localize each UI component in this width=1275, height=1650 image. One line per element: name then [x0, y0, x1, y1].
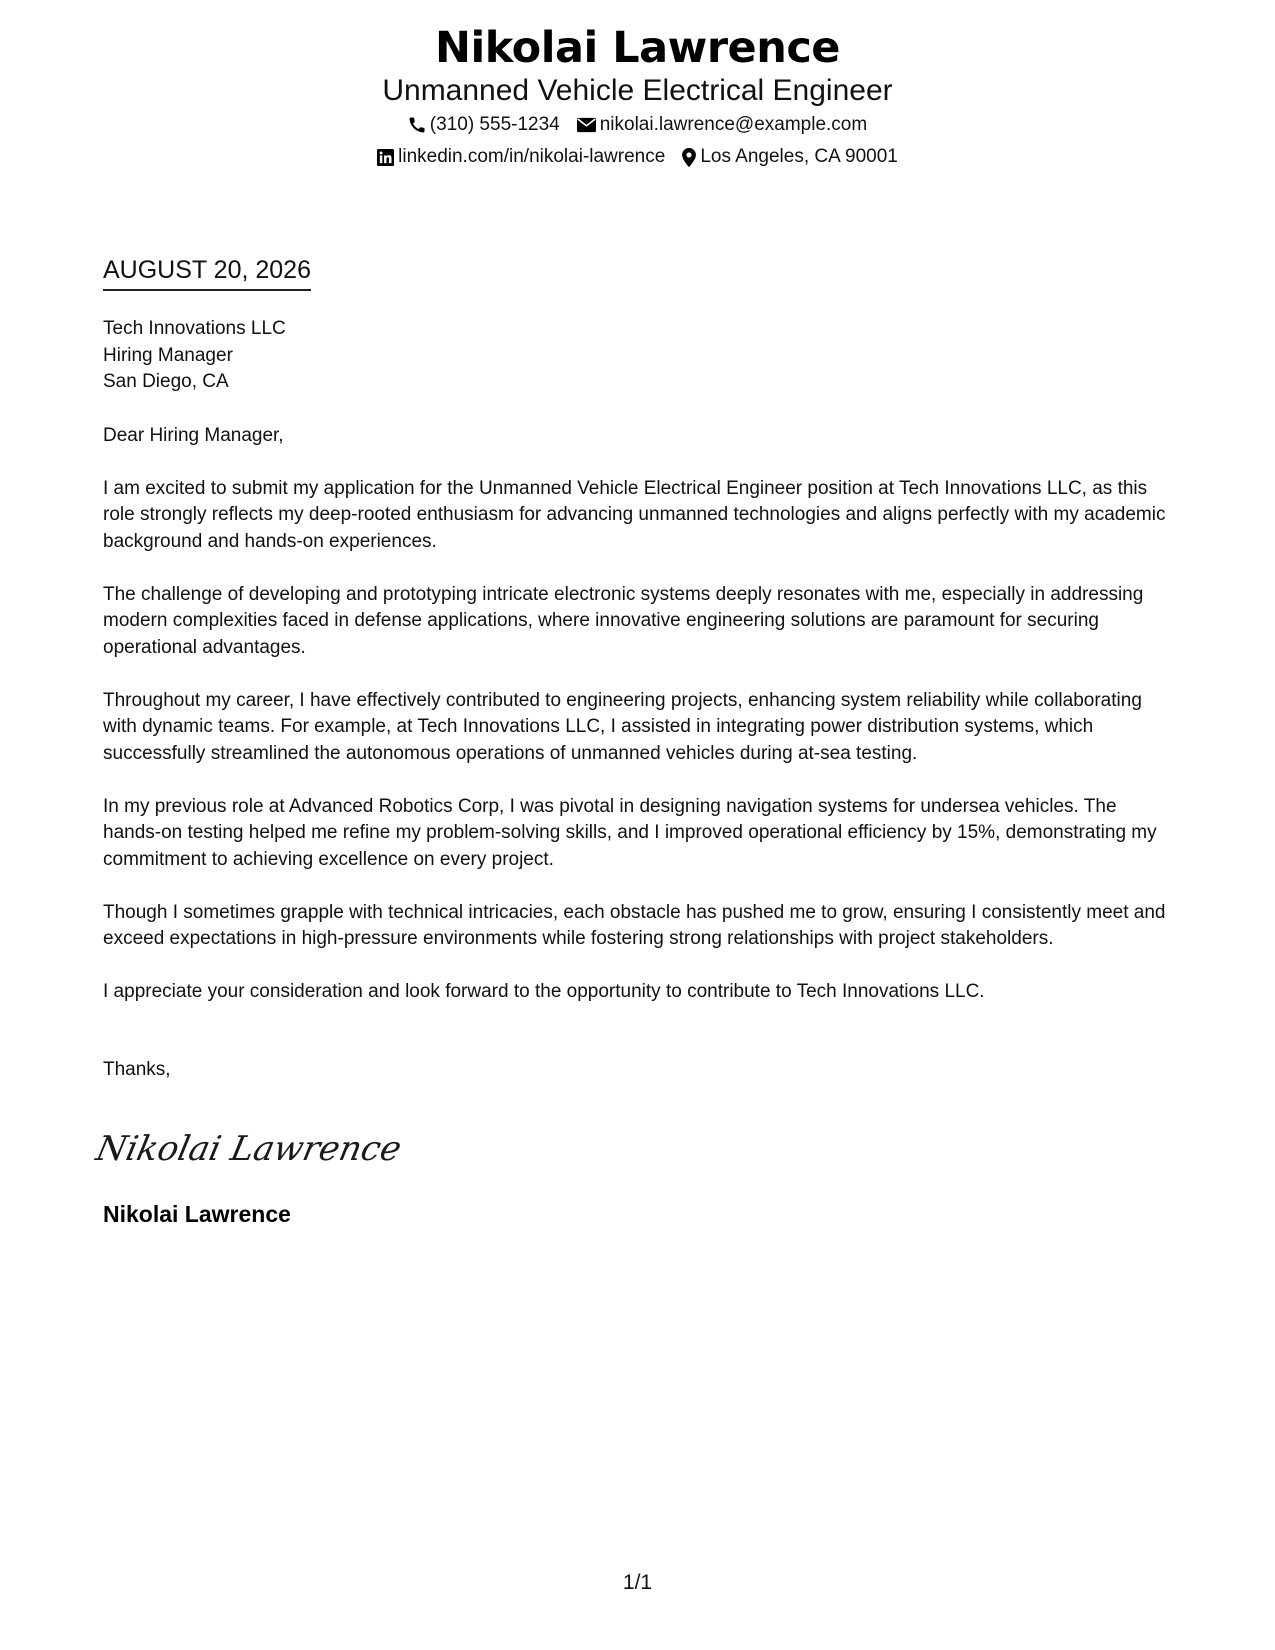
phone-icon — [408, 116, 426, 134]
applicant-name: Nikolai Lawrence — [435, 23, 840, 73]
signer-name: Nikolai Lawrence — [103, 1201, 291, 1227]
letter-header — [0, 22, 1275, 168]
recipient-contact: Hiring Manager — [103, 344, 233, 366]
map-pin-icon — [682, 148, 696, 167]
body-paragraph: In my previous role at Advanced Robotics Corp, I was pivotal in designing navigation systems for undersea vehicles. The hands-on testing helped me refine my problem-solving skills, and I improved operational efficiency by 15%, demonstrating my commitment to achieving excellence on every project. — [103, 795, 1157, 870]
body-paragraph: The challenge of developing and prototyping intricate electronic systems deeply resonates with me, especially in addressing modern complexities faced in defense applications, where innovative engineering solutions are paramount for securing operational advantages. — [103, 583, 1144, 658]
recipient-location: San Diego, CA — [103, 371, 229, 392]
letter-date: AUGUST 20, 2026 — [103, 255, 311, 291]
salutation: Dear Hiring Manager, — [103, 425, 284, 446]
page-number: 1/1 — [622, 1571, 653, 1594]
phone-contact — [408, 114, 560, 136]
letter-body — [103, 423, 1175, 1032]
phone-number: (310) 555-1234 — [429, 114, 560, 135]
linkedin-icon — [377, 149, 394, 166]
linkedin-link[interactable]: linkedin.com/in/nikolai-lawrence — [398, 146, 666, 167]
email-contact[interactable] — [577, 114, 867, 136]
envelope-icon — [577, 117, 596, 133]
email-link[interactable]: nikolai.lawrence@example.com — [599, 114, 868, 135]
closing: Thanks, — [103, 1059, 171, 1080]
applicant-title: Unmanned Vehicle Electrical Engineer — [382, 74, 893, 107]
body-paragraph: I am excited to submit my application for the Unmanned Vehicle Electrical Engineer position at Tech Innovations LLC, as this role strongly reflects my deep-rooted enthusiasm for advancing unmanned technologies and aligns perfectly with my academic background and hands-on experiences. — [103, 477, 1166, 552]
signature-image — [92, 1120, 405, 1176]
signature-text: Nikolai Lawrence — [92, 1129, 405, 1169]
recipient-company: Tech Innovations LLC — [103, 318, 286, 339]
recipient-block — [103, 316, 286, 396]
body-paragraph: I appreciate your consideration and look forward to the opportunity to contribute to Tech Innovations LLC. — [103, 981, 985, 1002]
body-paragraph: Though I sometimes grapple with technical intricacies, each obstacle has pushed me to grow, ensuring I consistently meet and exceed expectations in high-pressure environments while fostering strong relationships with project stakeholders. — [103, 901, 1166, 949]
linkedin-contact[interactable] — [377, 146, 665, 168]
body-paragraph: Throughout my career, I have effectively contributed to engineering projects, enhancing system reliability while collaborating with dynamic teams. For example, at Tech Innovations LLC, I assisted in integrating power distribution systems, which successfully streamlined the autonomous operations of unmanned vehicles during at-sea testing. — [103, 689, 1142, 764]
location-contact — [682, 146, 898, 168]
location-text: Los Angeles, CA 90001 — [700, 146, 898, 167]
handwritten-signature — [92, 1120, 405, 1181]
contact-row-1 — [0, 114, 1275, 136]
contact-row-2 — [0, 146, 1275, 168]
